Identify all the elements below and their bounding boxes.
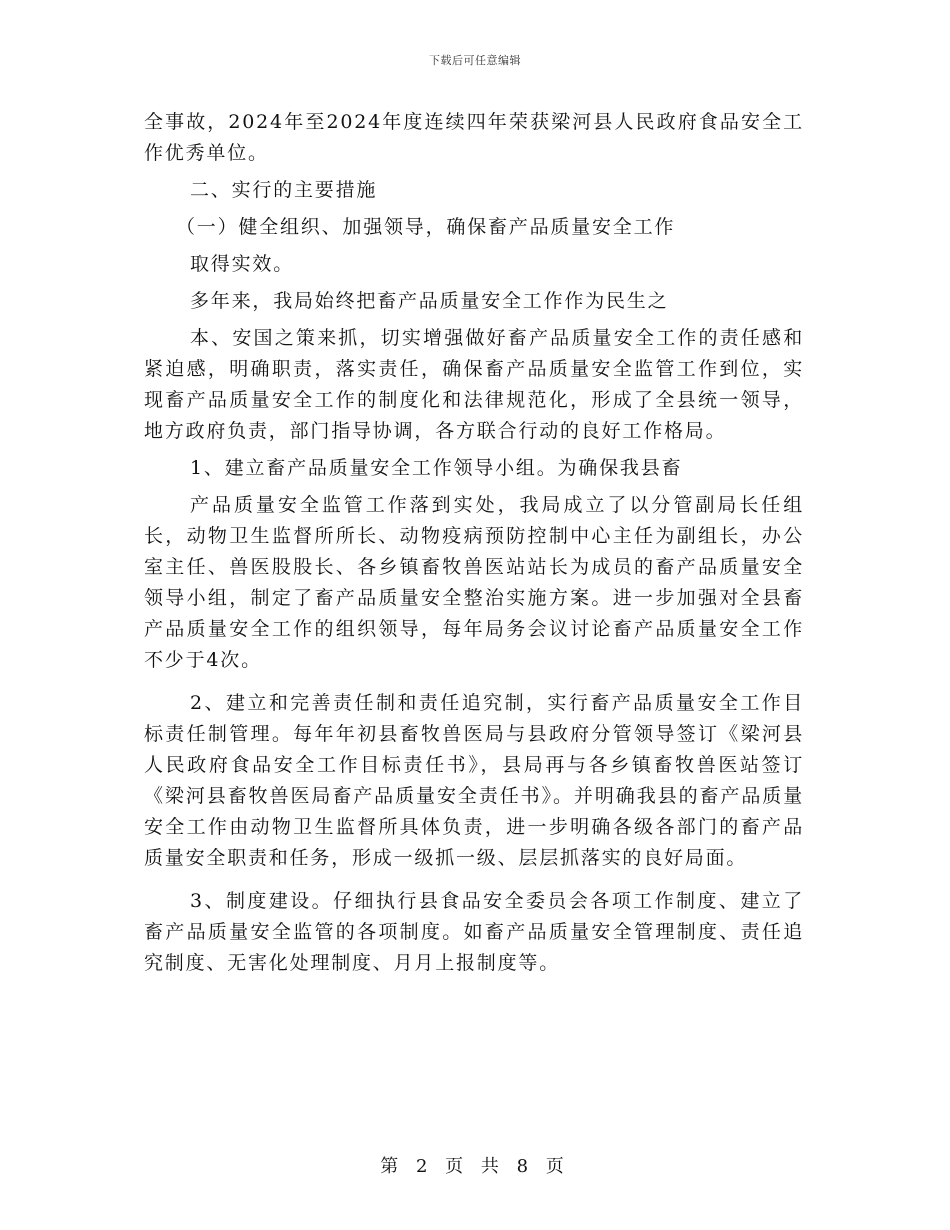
subsection-heading-continued: 取得实效。	[190, 253, 295, 275]
paragraph-intro: 多年来，我局始终把畜产品质量安全工作作为民生之	[190, 290, 669, 312]
item-2-body: 2、建立和完善责任制和责任追究制，实行畜产品质量安全工作目标责任制管理。每年年初县畜牧兽医局与县政府分管领导签订《梁河县人民政府食品安全工作目标责任书》，县局再与各乡镇畜牧兽医站签订《梁河县畜牧兽医局畜产品质量安全责任书》。并明确我县的畜产品质量安全工作由动物卫生监督所具体负责，进一步明确各级各部门的畜产品质量安全职责和任务，形成一级抓一级、层层抓落实的良好局面。	[144, 692, 804, 869]
paragraph-body: 本、安国之策来抓，切实增强做好畜产品质量安全工作的责任感和紧迫感，明确职责，落实责任，确保畜产品质量安全监管工作到位，实现畜产品质量安全工作的制度化和法律规范化，形成了全县统一领导，地方政府负责，部门指导协调，各方联合行动的良好工作格局。	[144, 327, 804, 442]
item-1-heading: 1、建立畜产品质量安全工作领导小组。为确保我县畜	[190, 457, 683, 479]
page-number: 第 2 页 共 8 页	[380, 1156, 570, 1177]
page-header: 下载后可任意编辑	[429, 54, 521, 67]
item-3-body: 3、制度建设。仔细执行县食品安全委员会各项工作制度、建立了畜产品质量安全监管的各项制度。如畜产品质量安全管理制度、责任追究制度、无害化处理制度、月月上报制度等。	[144, 890, 804, 974]
subsection-heading: （一）健全组织、加强领导，确保畜产品质量安全工作	[176, 216, 676, 238]
item-1-body: 产品质量安全监管工作落到实处，我局成立了以分管副局长任组长，动物卫生监督所所长、动物疫病预防控制中心主任为副组长，办公室主任、兽医股股长、各乡镇畜牧兽医站站长为成员的畜产品质量安全领导小组，制定了畜产品质量安全整治实施方案。进一步加强对全县畜产品质量安全工作的组织领导，每年局务会议讨论畜产品质量安全工作不少于4次。	[144, 494, 804, 671]
document-body	[144, 107, 804, 979]
section-heading: 二、实行的主要措施	[190, 179, 378, 201]
paragraph-continuation: 全事故，2024年至2024年度连续四年荣获梁河县人民政府食品安全工作优秀单位。	[144, 111, 804, 164]
